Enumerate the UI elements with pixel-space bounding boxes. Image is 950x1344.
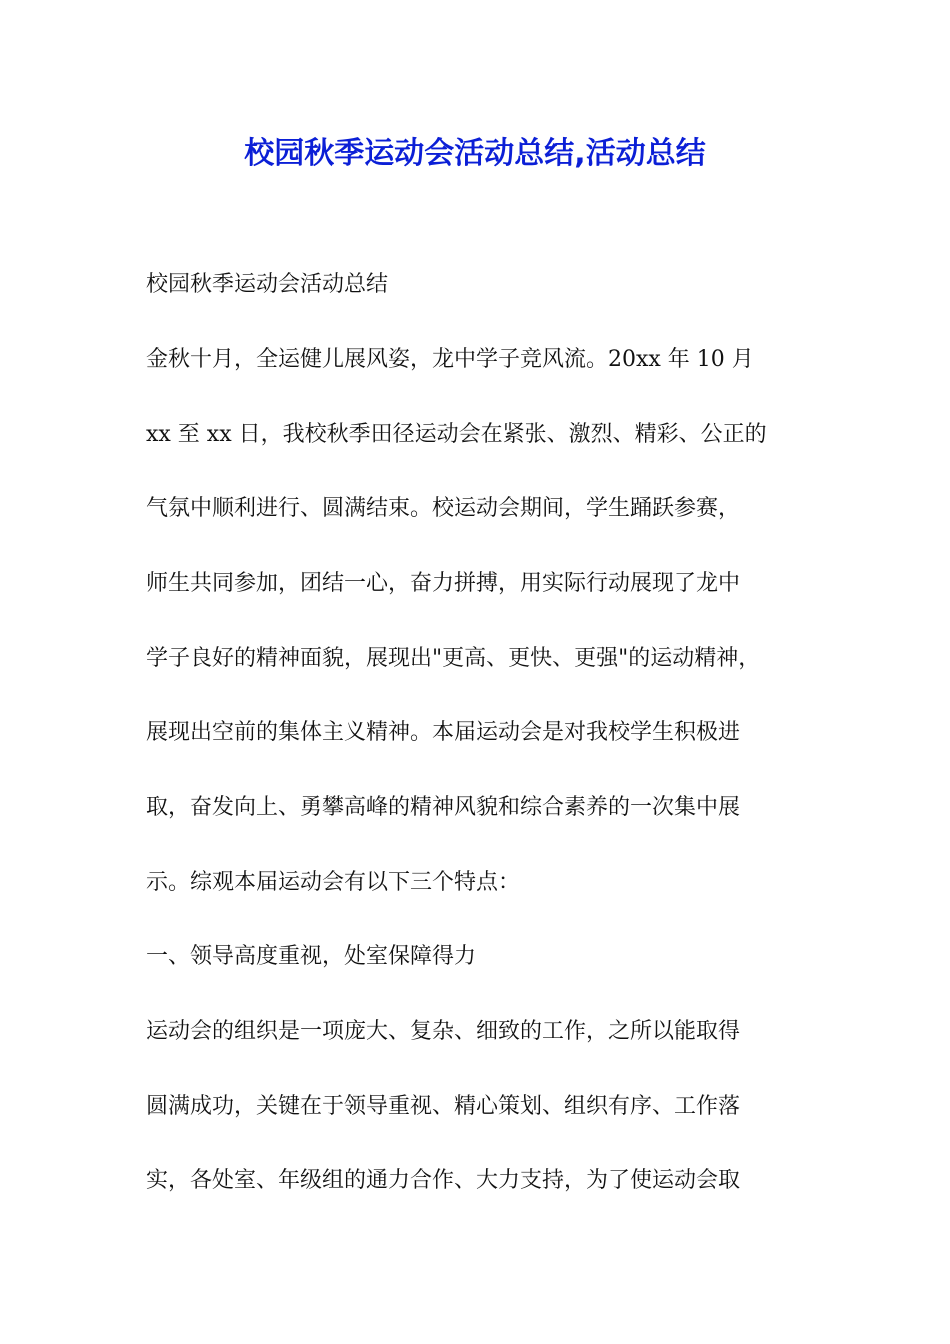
section-heading-1: 一、领导高度重视，处室保障得力 bbox=[146, 944, 477, 969]
body-line-5: 学子良好的精神面貌，展现出"更高、更快、更强"的运动精神， bbox=[146, 646, 761, 671]
body-line-10: 运动会的组织是一项庞大、复杂、细致的工作，之所以能取得 bbox=[146, 1019, 741, 1044]
body-line-11: 圆满成功，关键在于领导重视、精心策划、组织有序、工作落 bbox=[146, 1094, 741, 1119]
body-line-2: xx 至 xx 日，我校秋季田径运动会在紧张、激烈、精彩、公正的 bbox=[146, 422, 767, 447]
subtitle-line: 校园秋季运动会活动总结 bbox=[146, 272, 389, 297]
body-line-1: 金秋十月，全运健儿展风姿，龙中学子竞风流。20xx 年 10 月 bbox=[146, 347, 754, 372]
document-title: 校园秋季运动会活动总结,活动总结 bbox=[244, 136, 706, 171]
body-line-12: 实，各处室、年级组的通力合作、大力支持，为了使运动会取 bbox=[146, 1168, 741, 1193]
body-line-7: 取，奋发向上、勇攀高峰的精神风貌和综合素养的一次集中展 bbox=[146, 795, 741, 820]
body-line-4: 师生共同参加，团结一心，奋力拼搏，用实际行动展现了龙中 bbox=[146, 571, 741, 596]
body-line-3: 气氛中顺利进行、圆满结束。校运动会期间，学生踊跃参赛， bbox=[146, 496, 741, 521]
body-line-8: 示。综观本届运动会有以下三个特点： bbox=[146, 870, 521, 895]
body-line-6: 展现出空前的集体主义精神。本届运动会是对我校学生积极进 bbox=[146, 720, 741, 745]
